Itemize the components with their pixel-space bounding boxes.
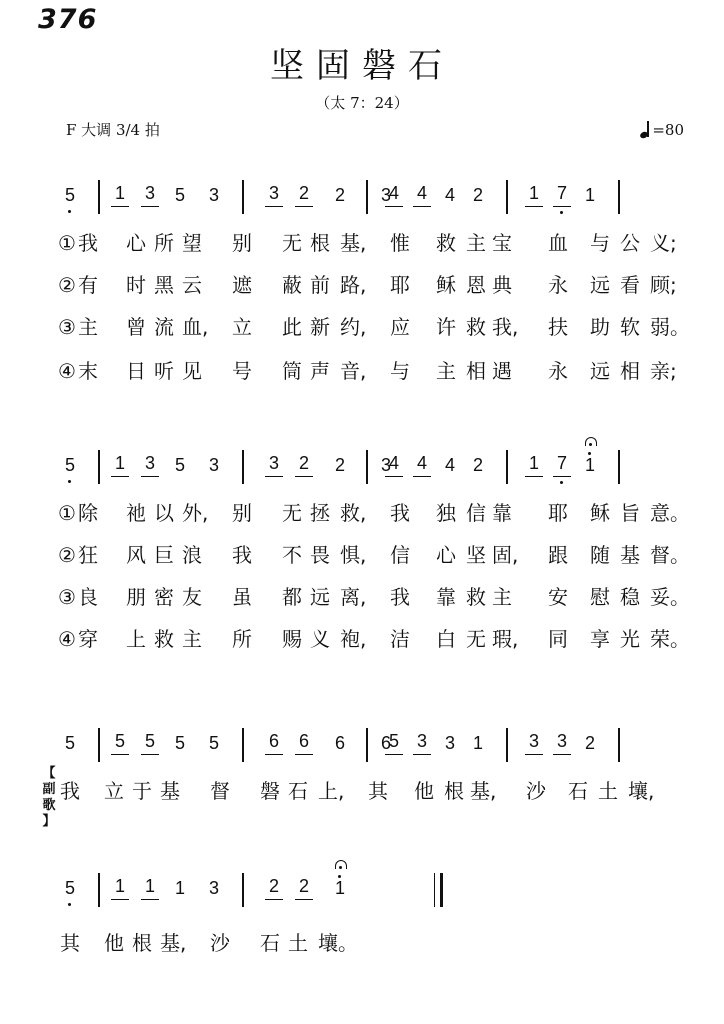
tempo-value: =80 (652, 121, 684, 139)
lyric-syllable: 耶 (390, 273, 410, 297)
lyric-syllable: 日 (126, 359, 146, 383)
notation-row (58, 728, 688, 768)
lyric-syllable: 筒 (282, 359, 302, 383)
lyric-syllable: 畏 (310, 543, 330, 567)
lyric-syllable: 主 (182, 627, 202, 651)
note: 7 (553, 184, 571, 207)
note: 4 (413, 184, 431, 207)
lyric-syllable: 看 (620, 273, 640, 297)
lyric-syllable: 音, (340, 359, 367, 383)
lyric-syllable: 白 (436, 627, 456, 651)
lyric-syllable: 他 (104, 931, 124, 955)
fermata-icon (334, 859, 348, 871)
lyric-syllable: 义; (650, 231, 677, 255)
lyric-syllable: 黑 (154, 273, 174, 297)
chorus-label (40, 766, 58, 830)
lyric-syllable: 约, (340, 315, 367, 339)
lyric-syllable: 沙 (526, 779, 546, 803)
bar-line (242, 180, 244, 214)
lyric-syllable: 主 (78, 315, 98, 339)
lyric-syllable: 血 (548, 231, 568, 255)
verse-number: ① (58, 231, 76, 255)
note: 2 (295, 184, 313, 207)
note: 4 (385, 184, 403, 207)
note: 3 (208, 185, 219, 205)
bar-line (618, 450, 620, 484)
lyric-syllable: 风 (126, 543, 146, 567)
lyric-syllable: 壤。 (318, 931, 358, 955)
note: 1 (141, 877, 159, 900)
bar-line (98, 873, 100, 907)
lyric-syllable: 号 (232, 359, 252, 383)
lyric-syllable: 所 (232, 627, 252, 651)
lyric-syllable: 坚 (466, 543, 486, 567)
lyric-syllable: 与 (590, 231, 610, 255)
note: 7 (553, 454, 571, 477)
lyric-syllable: 救 (436, 231, 456, 255)
note: 5 (61, 877, 79, 899)
lyric-syllable: 公 (620, 231, 640, 255)
lyric-syllable: 救 (154, 627, 174, 651)
verse-number: ② (58, 273, 76, 297)
note: 3 (413, 732, 431, 755)
note: 5 (64, 733, 75, 753)
lyric-syllable: 亲; (650, 359, 677, 383)
chorus-label-open: 【 (42, 766, 56, 781)
note: 5 (385, 732, 403, 755)
lyric-syllable: 立 (104, 779, 124, 803)
lyric-syllable: 拯 (310, 501, 330, 525)
lyric-syllable: 朋 (126, 585, 146, 609)
verse-number: ③ (58, 585, 76, 609)
verse-number: ① (58, 501, 76, 525)
lyric-syllable: 我 (232, 543, 252, 567)
note: 6 (334, 733, 345, 753)
lyric-syllable: 此 (282, 315, 302, 339)
lyric-syllable: 相 (466, 359, 486, 383)
note: 3 (141, 454, 159, 477)
note: 3 (380, 455, 391, 475)
lyric-syllable: 以 (154, 501, 174, 525)
lyric-syllable: 沙 (210, 931, 230, 955)
bar-line (98, 728, 100, 762)
lyric-syllable: 末 (78, 359, 98, 383)
lyric-syllable: 弱。 (650, 315, 690, 339)
note: 5 (61, 454, 79, 476)
verse-number: ③ (58, 315, 76, 339)
chorus-label-close: 】 (42, 814, 56, 829)
lyric-syllable: 无 (282, 231, 302, 255)
lyric-syllable: 密 (154, 585, 174, 609)
notation-row (58, 180, 688, 220)
lyric-syllable: 顾; (650, 273, 677, 297)
lyric-syllable: 穿 (78, 627, 98, 651)
lyric-syllable: 他 (414, 779, 434, 803)
lyric-syllable: 主 (466, 231, 486, 255)
lyric-syllable: 旨 (620, 501, 640, 525)
lyric-syllable: 与 (390, 359, 410, 383)
note: 3 (380, 185, 391, 205)
lyric-syllable: 基 (160, 779, 180, 803)
lyric-syllable: 永 (548, 273, 568, 297)
hymn-title: 坚固磐石 (270, 46, 454, 86)
lyric-syllable: 稣 (590, 501, 610, 525)
bar-line (242, 450, 244, 484)
lyric-syllable: 我 (390, 585, 410, 609)
note: 4 (385, 454, 403, 477)
lyric-syllable: 其 (368, 779, 388, 803)
lyric-syllable: 享 (590, 627, 610, 651)
lyric-syllable: 督。 (650, 543, 690, 567)
lyric-syllable: 赐 (282, 627, 302, 651)
bar-line (506, 450, 508, 484)
lyric-syllable: 袍, (340, 627, 367, 651)
lyric-syllable: 立 (232, 315, 252, 339)
lyric-syllable: 稣 (436, 273, 456, 297)
lyric-syllable: 瑕, (492, 627, 519, 651)
lyric-syllable: 所 (154, 231, 174, 255)
lyric-syllable: 远 (590, 359, 610, 383)
note: 1 (111, 454, 129, 477)
lyric-syllable: 蔽 (282, 273, 302, 297)
lyric-syllable: 主 (492, 585, 512, 609)
lyric-syllable: 石 (260, 931, 280, 955)
lyric-syllable: 应 (390, 315, 410, 339)
lyric-syllable: 远 (590, 273, 610, 297)
note: 2 (472, 455, 483, 475)
lyric-syllable: 救, (340, 501, 367, 525)
lyric-syllable: 义 (310, 627, 330, 651)
lyric-syllable: 壤, (628, 779, 655, 803)
note: 2 (472, 185, 483, 205)
lyric-syllable: 遮 (232, 273, 252, 297)
lyric-syllable: 巨 (154, 543, 174, 567)
lyric-syllable: 洁 (390, 627, 410, 651)
lyric-syllable: 惟 (390, 231, 410, 255)
lyric-syllable: 听 (154, 359, 174, 383)
note: 2 (334, 455, 345, 475)
lyric-syllable: 磐 (260, 779, 280, 803)
lyric-syllable: 荣。 (650, 627, 690, 651)
note: 3 (265, 454, 283, 477)
lyric-syllable: 救 (466, 585, 486, 609)
lyric-syllable: 耶 (548, 501, 568, 525)
lyric-syllable: 根 (444, 779, 464, 803)
note: 1 (525, 184, 543, 207)
note: 4 (444, 455, 455, 475)
note: 3 (265, 184, 283, 207)
note: 2 (584, 733, 595, 753)
lyric-syllable: 软 (620, 315, 640, 339)
note: 3 (208, 455, 219, 475)
key-time-signature: F 大调 3/4 拍 (66, 121, 160, 139)
lyric-syllable: 安 (548, 585, 568, 609)
note: 1 (111, 877, 129, 900)
lyric-syllable: 意。 (650, 501, 690, 525)
lyric-syllable: 虽 (232, 585, 252, 609)
lyric-syllable: 有 (78, 273, 98, 297)
lyric-syllable: 根 (132, 931, 152, 955)
lyric-syllable: 良 (78, 585, 98, 609)
lyric-syllable: 根 (310, 231, 330, 255)
note: 2 (334, 185, 345, 205)
note: 5 (141, 732, 159, 755)
note: 1 (472, 733, 483, 753)
note: 5 (174, 455, 185, 475)
lyric-syllable: 上 (126, 627, 146, 651)
quarter-note-icon (640, 119, 650, 139)
bar-line (618, 180, 620, 214)
lyric-syllable: 都 (282, 585, 302, 609)
lyric-syllable: 路, (340, 273, 367, 297)
note: 1 (331, 877, 349, 899)
note: 3 (525, 732, 543, 755)
lyric-syllable: 遇 (492, 359, 512, 383)
lyric-syllable: 前 (310, 273, 330, 297)
lyric-syllable: 信 (390, 543, 410, 567)
lyric-syllable: 不 (282, 543, 302, 567)
lyric-syllable: 见 (182, 359, 202, 383)
note: 1 (525, 454, 543, 477)
lyric-syllable: 新 (310, 315, 330, 339)
lyric-syllable: 基 (620, 543, 640, 567)
note: 5 (174, 185, 185, 205)
lyric-syllable: 于 (132, 779, 152, 803)
note: 6 (265, 732, 283, 755)
bar-line (618, 728, 620, 762)
note: 2 (295, 454, 313, 477)
lyric-syllable: 其 (60, 931, 80, 955)
lyric-syllable: 许 (436, 315, 456, 339)
verse-number: ④ (58, 627, 76, 651)
note: 4 (413, 454, 431, 477)
tempo-marking (640, 119, 684, 139)
lyric-syllable: 心 (126, 231, 146, 255)
lyric-syllable: 慰 (590, 585, 610, 609)
lyric-syllable: 浪 (182, 543, 202, 567)
note: 1 (584, 185, 595, 205)
lyric-syllable: 上, (318, 779, 345, 803)
lyric-syllable: 救 (466, 315, 486, 339)
note: 1 (174, 878, 185, 898)
bar-line (242, 728, 244, 762)
lyric-syllable: 惧, (340, 543, 367, 567)
lyric-syllable: 我 (60, 779, 80, 803)
lyric-syllable: 永 (548, 359, 568, 383)
lyric-syllable: 血, (182, 315, 209, 339)
lyric-syllable: 无 (466, 627, 486, 651)
final-bar-line (434, 873, 443, 907)
chorus-label-char-2: 歌 (42, 798, 56, 813)
verse-number: ④ (58, 359, 76, 383)
lyric-syllable: 云 (182, 273, 202, 297)
lyric-syllable: 稳 (620, 585, 640, 609)
note: 5 (111, 732, 129, 755)
lyric-syllable: 基, (470, 779, 497, 803)
lyric-syllable: 光 (620, 627, 640, 651)
lyric-syllable: 友 (182, 585, 202, 609)
lyric-syllable: 别 (232, 231, 252, 255)
lyric-syllable: 恩 (466, 273, 486, 297)
lyric-syllable: 相 (620, 359, 640, 383)
note: 2 (295, 877, 313, 900)
lyric-syllable: 跟 (548, 543, 568, 567)
lyric-syllable: 我 (78, 231, 98, 255)
lyric-syllable: 除 (78, 501, 98, 525)
lyric-syllable: 信 (466, 501, 486, 525)
lyric-syllable: 扶 (548, 315, 568, 339)
lyric-syllable: 靠 (436, 585, 456, 609)
lyric-syllable: 外, (182, 501, 209, 525)
bar-line (506, 180, 508, 214)
bar-line (366, 180, 368, 214)
bar-line (506, 728, 508, 762)
bar-line (242, 873, 244, 907)
note: 6 (295, 732, 313, 755)
lyric-syllable: 督 (210, 779, 230, 803)
note: 3 (141, 184, 159, 207)
lyric-syllable: 祂 (126, 501, 146, 525)
lyric-syllable: 无 (282, 501, 302, 525)
scripture-reference: （太 7：24） (315, 94, 409, 112)
note: 2 (265, 877, 283, 900)
lyric-syllable: 我 (390, 501, 410, 525)
note: 3 (444, 733, 455, 753)
lyric-syllable: 基, (160, 931, 187, 955)
bar-line (366, 450, 368, 484)
lyric-syllable: 基, (340, 231, 367, 255)
lyric-syllable: 远 (310, 585, 330, 609)
lyric-syllable: 曾 (126, 315, 146, 339)
note: 6 (380, 733, 391, 753)
fermata-icon (584, 436, 598, 448)
note: 5 (174, 733, 185, 753)
lyric-syllable: 土 (598, 779, 618, 803)
lyric-syllable: 宝 (492, 231, 512, 255)
bar-line (98, 180, 100, 214)
verse-number: ② (58, 543, 76, 567)
note: 3 (553, 732, 571, 755)
lyric-syllable: 望 (182, 231, 202, 255)
chorus-label-char-1: 副 (42, 782, 56, 797)
note: 1 (581, 454, 599, 476)
lyric-syllable: 随 (590, 543, 610, 567)
note: 3 (208, 878, 219, 898)
lyric-syllable: 土 (288, 931, 308, 955)
lyric-syllable: 助 (590, 315, 610, 339)
lyric-syllable: 离, (340, 585, 367, 609)
notation-row (58, 873, 688, 913)
lyric-syllable: 固, (492, 543, 519, 567)
lyric-syllable: 狂 (78, 543, 98, 567)
note: 4 (444, 185, 455, 205)
lyric-syllable: 流 (154, 315, 174, 339)
lyric-syllable: 我, (492, 315, 519, 339)
note: 1 (111, 184, 129, 207)
lyric-syllable: 石 (568, 779, 588, 803)
lyric-syllable: 石 (288, 779, 308, 803)
note: 5 (61, 184, 79, 206)
lyric-syllable: 时 (126, 273, 146, 297)
bar-line (98, 450, 100, 484)
lyric-syllable: 别 (232, 501, 252, 525)
lyric-syllable: 独 (436, 501, 456, 525)
bar-line (366, 728, 368, 762)
page-number: 376 (38, 4, 98, 35)
lyric-syllable: 妥。 (650, 585, 690, 609)
note: 5 (208, 733, 219, 753)
lyric-syllable: 声 (310, 359, 330, 383)
lyric-syllable: 心 (436, 543, 456, 567)
lyric-syllable: 典 (492, 273, 512, 297)
lyric-syllable: 靠 (492, 501, 512, 525)
lyric-syllable: 同 (548, 627, 568, 651)
notation-row (58, 450, 688, 490)
lyric-syllable: 主 (436, 359, 456, 383)
